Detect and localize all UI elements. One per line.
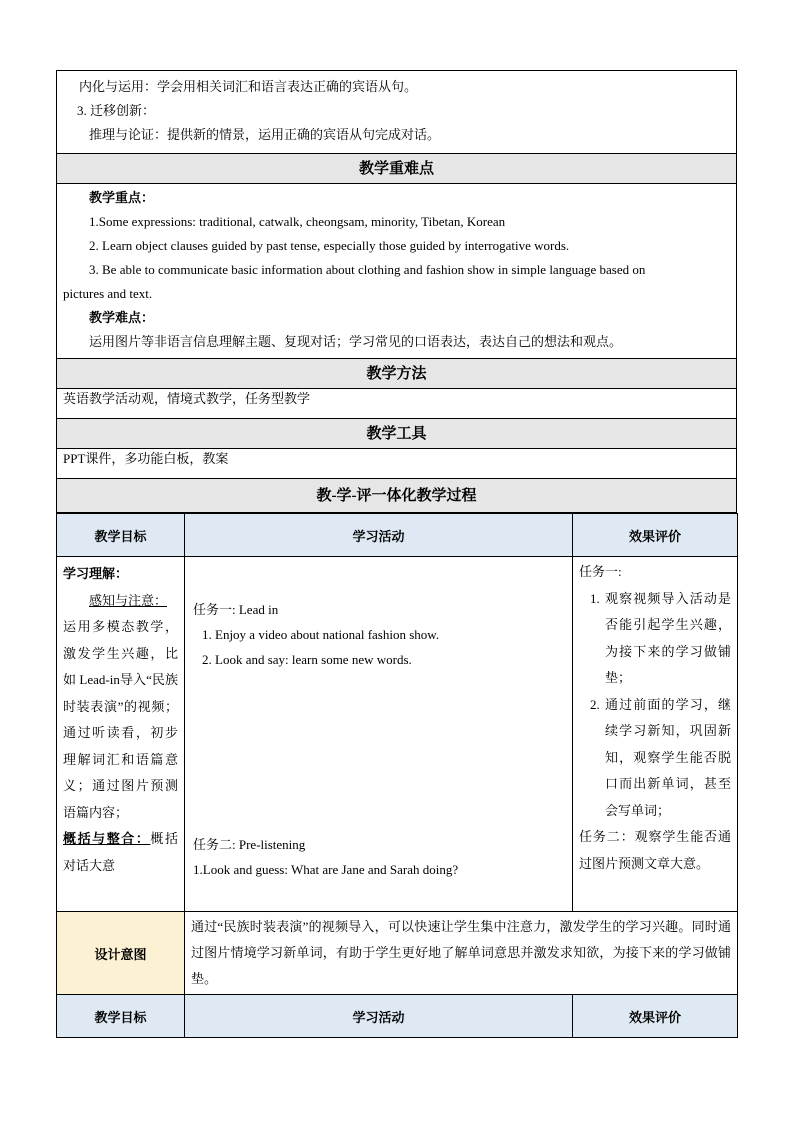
goal-label: 学习理解： [63,566,129,581]
task2-title: 任务二: Pre-listening [193,837,306,852]
table-header-row [57,514,738,557]
objectives-continued [56,70,737,154]
objective-line: 内化与运用：学会用相关词汇和语言表达正确的宾语从句。 [79,79,418,94]
eval-task1-title: 任务一: [579,564,622,579]
list-item: 1. Enjoy a video about national fashion show. [215,622,564,647]
task1-title: 任务一: Lead in [193,602,279,617]
eval-list [579,586,731,825]
focus-item: 1.Some expressions: traditional, catwalk, cheongsam, minority, Tibetan, Korean [89,214,506,229]
focus-item: 2. Learn object clauses guided by past tense, especially those guided by interrogative words. [89,238,570,253]
objective-line: 3. 迁移创新： [77,103,156,118]
col-header-activity: 学习活动 [185,514,573,557]
list-item: 1. 观察视频导入活动是否能引起学生兴趣，为接下来的学习做铺垫； [603,586,731,692]
table-header-row [57,995,738,1038]
goal-sub-summary: 概括与整合： [63,831,151,846]
objective-line: 推理与论证：提供新的情景，运用正确的宾语从句完成对话。 [89,127,441,142]
focus-item: 3. Be able to communicate basic information about clothing and fashion show in simple language based on [89,262,646,277]
col-header-evaluation: 效果评价 [573,995,738,1038]
design-row [57,912,738,995]
goal-text: 概括对话大意 [63,831,178,873]
goal-text: 运用多模态教学，激发学生兴趣，比如 Lead-in导入“民族时装表演”的视频；通过听读看，初步理解词汇和语篇意义；通过图片预测语篇内容； [63,619,178,820]
key-points-body [56,184,737,359]
list-item: 2. 通过前面的学习，继续学习新知，巩固新知，观察学生能否脱口而出新单词，甚至会写单词； [603,692,731,825]
eval-task2-text: 任务二：观察学生能否通过图片预测文章大意。 [579,829,731,871]
difficulty-text: 运用图片等非语言信息理解主题、复现对话；学习常见的口语表达，表达自己的想法和观点。 [89,334,623,349]
evaluation-cell [573,557,738,912]
col-header-goal: 教学目标 [57,514,185,557]
col-header-evaluation: 效果评价 [573,514,738,557]
focus-label: 教学重点： [89,190,155,205]
tools-text: PPT课件，多功能白板，教案 [56,449,737,479]
lesson-plan-document [56,70,737,1038]
table-row [57,557,738,912]
methods-text: 英语教学活动观，情境式教学，任务型教学 [56,389,737,419]
task2-item: 1.Look and guess: What are Jane and Sarah doing? [193,862,459,877]
goal-sub-perception: 感知与注意： [89,592,168,608]
design-text: 通过“民族时装表演”的视频导入，可以快速让学生集中注意力，激发学生的学习兴趣。同时通过图片情境学习新单词，有助于学生更好地了解单词意思并激发求知欲，为接下来的学习做铺垫。 [185,912,738,995]
process-table [56,513,738,1038]
focus-item: pictures and text. [63,286,153,301]
section-heading-key-points: 教学重难点 [56,154,737,184]
section-heading-process: 教-学-评一体化教学过程 [56,479,737,513]
difficulty-label: 教学难点： [89,310,155,325]
activity-cell [185,557,573,912]
col-header-activity: 学习活动 [185,995,573,1038]
task1-list [193,622,564,672]
design-label: 设计意图 [57,912,185,995]
section-heading-methods: 教学方法 [56,359,737,389]
goal-cell [57,557,185,912]
section-heading-tools: 教学工具 [56,419,737,449]
col-header-goal: 教学目标 [57,995,185,1038]
list-item: 2. Look and say: learn some new words. [215,647,564,672]
